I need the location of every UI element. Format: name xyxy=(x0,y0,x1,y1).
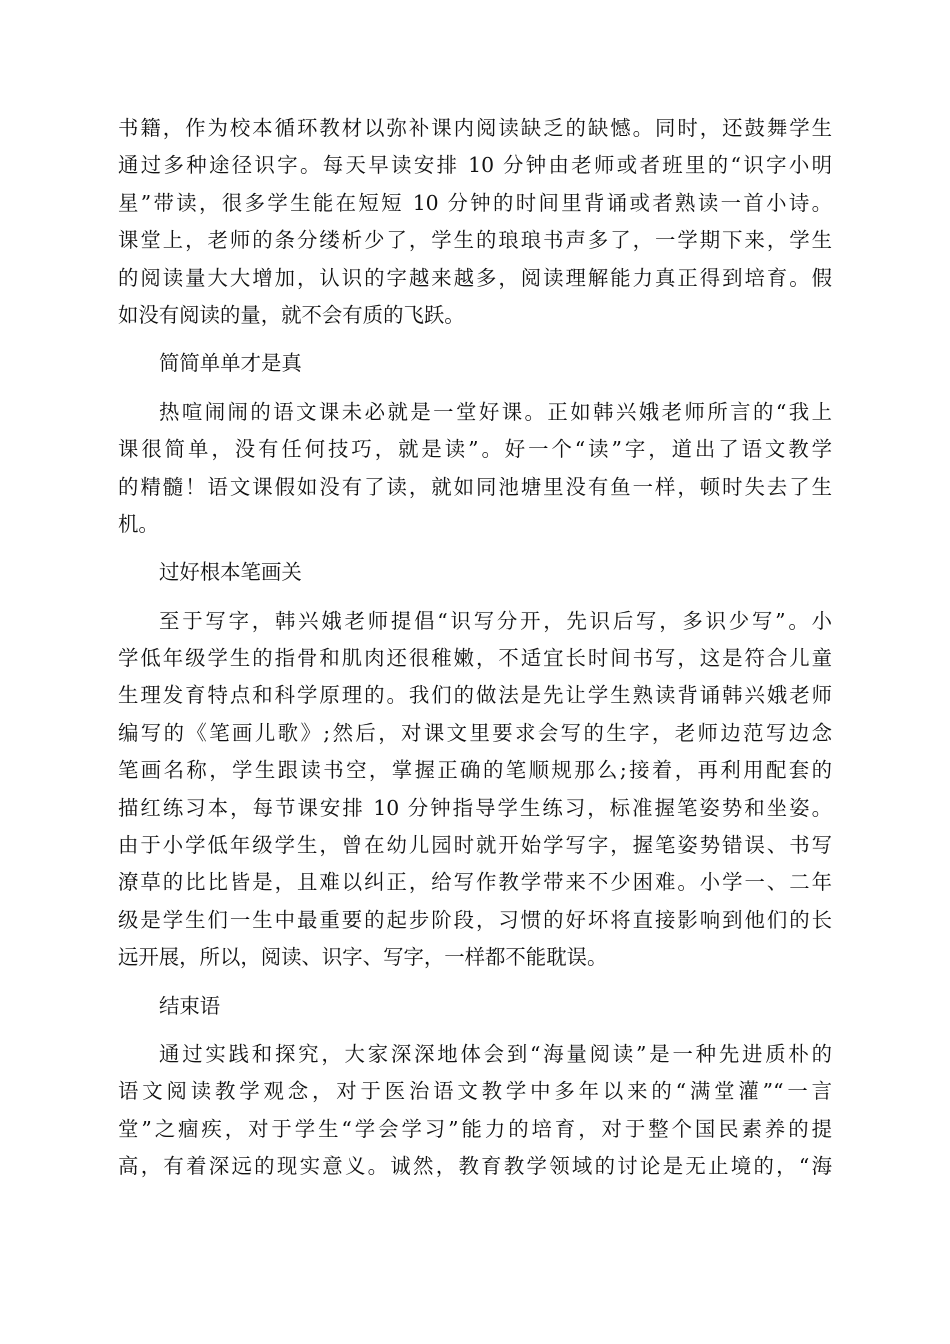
text-line: 编写的《笔画儿歌》;然后，对课文里要求会写的生字，老师边范写边念 xyxy=(118,720,832,745)
text-line: 课很简单，没有任何技巧，就是读”。好一个“读”字，道出了语文教学 xyxy=(118,437,832,462)
section-heading-strokes: 过好根本笔画关 xyxy=(159,560,302,585)
text-line: 至于写字，韩兴娥老师提倡“识写分开，先识后写，多识少写”。小 xyxy=(159,608,832,633)
text-line: 学低年级学生的指骨和肌肉还很稚嫩，不适宜长时间书写，这是符合儿童 xyxy=(118,646,832,671)
text-line: 星”带读，很多学生能在短短 10 分钟的时间里背诵或者熟读一首小诗。 xyxy=(118,190,832,215)
text-line: 笔画名称，学生跟读书空，掌握正确的笔顺规那么;接着，再利用配套的 xyxy=(118,758,832,783)
text-line: 通过实践和探究，大家深深地体会到“海量阅读”是一种先进质朴的 xyxy=(159,1041,832,1066)
text-line: 课堂上，老师的条分缕析少了，学生的琅琅书声多了，一学期下来，学生 xyxy=(118,228,832,253)
text-line: 堂”之痼疾，对于学生“学会学习”能力的培育，对于整个国民素养的提 xyxy=(118,1116,832,1141)
section-heading-simple: 简简单单才是真 xyxy=(159,351,302,376)
text-line: 生理发育特点和科学原理的。我们的做法是先让学生熟读背诵韩兴娥老师 xyxy=(118,683,832,708)
text-line: 由于小学低年级学生，曾在幼儿园时就开始学写字，握笔姿势错误、书写 xyxy=(118,833,832,858)
text-line: 描红练习本，每节课安排 10 分钟指导学生练习，标准握笔姿势和坐姿。 xyxy=(118,795,832,820)
text-line: 热喧闹闹的语文课未必就是一堂好课。正如韩兴娥老师所言的“我上 xyxy=(159,399,832,424)
text-line: 通过多种途径识字。每天早读安排 10 分钟由老师或者班里的“识字小明 xyxy=(118,153,832,178)
text-line: 的阅读量大大增加，认识的字越来越多，阅读理解能力真正得到培育。假 xyxy=(118,265,832,290)
paragraph-conclusion xyxy=(118,1036,832,1186)
paragraph-simple-class xyxy=(118,394,832,544)
paragraph-writing xyxy=(118,603,832,977)
text-line: 语文阅读教学观念，对于医治语文教学中多年以来的“满堂灌”“一言 xyxy=(118,1079,832,1104)
text-line: 机。 xyxy=(118,511,159,536)
text-line: 书籍，作为校本循环教材以弥补课内阅读缺乏的缺憾。同时，还鼓舞学生 xyxy=(118,116,832,140)
text-line: 级是学生们一生中最重要的起步阶段，习惯的好坏将直接影响到他们的长 xyxy=(118,907,832,932)
section-heading-conclusion: 结束语 xyxy=(159,993,221,1018)
text-line: 潦草的比比皆是，且难以纠正，给写作教学带来不少困难。小学一、二年 xyxy=(118,870,832,895)
text-line: 远开展，所以，阅读、识字、写字，一样都不能耽误。 xyxy=(118,945,608,970)
text-line: 的精髓！语文课假如没有了读，就如同池塘里没有鱼一样，顿时失去了生 xyxy=(118,474,832,499)
paragraph-reading-practice xyxy=(118,110,832,334)
document-page xyxy=(118,110,832,1186)
text-line: 如没有阅读的量，就不会有质的飞跃。 xyxy=(118,302,465,327)
text-line: 高，有着深远的现实意义。诚然，教育教学领域的讨论是无止境的，“海 xyxy=(118,1154,832,1179)
